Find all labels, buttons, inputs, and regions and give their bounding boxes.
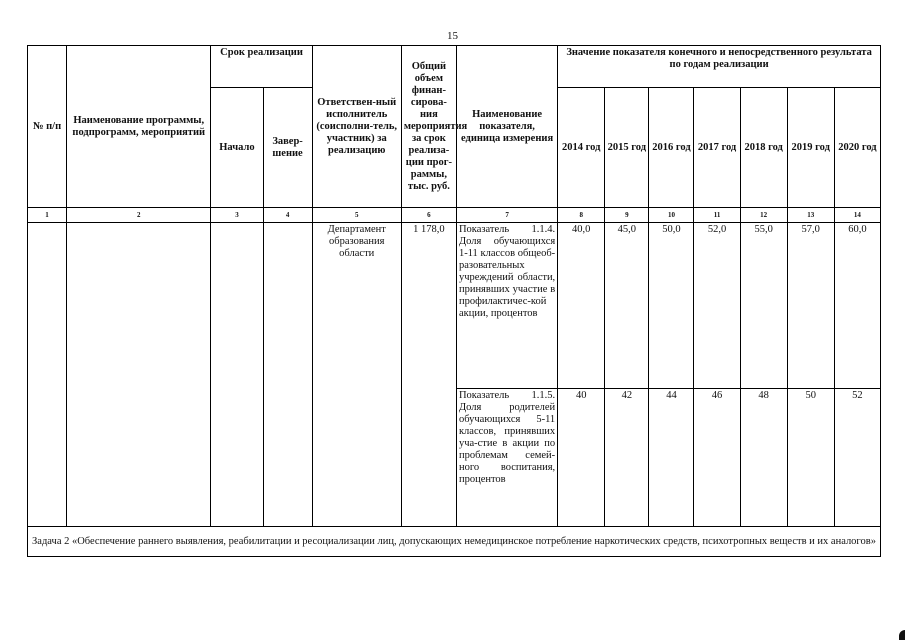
value-cell: 57,0 [787,223,834,389]
value-cell: 42 [605,389,649,527]
header-year: 2016 год [649,88,694,208]
header-volume: Общий объем финан-сирова-ния мероприятия за срок реализа-ции прог-раммы, тыс. руб. [401,46,456,208]
table-row [28,223,881,389]
value-cell: 52,0 [694,223,740,389]
empty-cell [67,223,211,527]
column-number: 2 [67,208,211,223]
header-name: Наименование программы, подпрограмм, мероприятий [67,46,211,208]
value-cell: 60,0 [834,223,880,389]
empty-cell [28,223,67,527]
column-number: 8 [558,208,605,223]
indicator-cell: Показатель 1.1.4. Доля обучающихся 1-11 классов общеоб-разовательных учреждений области, принявших участие в профилактичес-кой акции, процентов [456,223,557,389]
empty-cell [263,223,312,527]
header-indicator: Наименование показателя, единица измерения [456,46,557,208]
volume-cell: 1 178,0 [401,223,456,527]
header-year: 2017 год [694,88,740,208]
column-number: 7 [456,208,557,223]
value-cell: 55,0 [740,223,787,389]
header-year: 2019 год [787,88,834,208]
header-year: 2020 год [834,88,880,208]
value-cell: 50,0 [649,223,694,389]
header-year: 2018 год [740,88,787,208]
column-number: 3 [211,208,263,223]
value-cell: 46 [694,389,740,527]
indicator-cell: Показатель 1.1.5. Доля родителей обучающихся 5-11 классов, принявших уча-стие в акции по проблемам семей-ного воспитания, процентов [456,389,557,527]
column-number: 4 [263,208,312,223]
column-number: 13 [787,208,834,223]
column-number: 5 [312,208,401,223]
responsible-cell: Департамент образования области [312,223,401,527]
header-term: Срок реализации [211,46,312,88]
header-end: Завер-шение [263,88,312,208]
column-number: 6 [401,208,456,223]
column-number: 10 [649,208,694,223]
header-start: Начало [211,88,263,208]
column-number: 14 [834,208,880,223]
column-number: 12 [740,208,787,223]
value-cell: 40,0 [558,223,605,389]
column-number: 9 [605,208,649,223]
value-cell: 52 [834,389,880,527]
header-responsible: Ответствен-ный исполнитель (соисполни-тель, участник) за реализацию [312,46,401,208]
header-values-title: Значение показателя конечного и непосредственного результата по годам реализации [558,46,881,88]
column-number: 1 [28,208,67,223]
value-cell: 50 [787,389,834,527]
value-cell: 40 [558,389,605,527]
header-num: № п/п [28,46,67,208]
value-cell: 45,0 [605,223,649,389]
header-year: 2015 год [605,88,649,208]
empty-cell [211,223,263,527]
page-number: 15 [447,30,458,42]
indicator-table [27,45,881,557]
header-year: 2014 год [558,88,605,208]
value-cell: 44 [649,389,694,527]
page-corner-mark [899,630,905,640]
column-number: 11 [694,208,740,223]
task-row: Задача 2 «Обеспечение раннего выявления, реабилитации и ресоциализации лиц, допускающих немедицинское потребление наркотических средств, психотропных веществ и их аналогов» [28,527,881,557]
value-cell: 48 [740,389,787,527]
